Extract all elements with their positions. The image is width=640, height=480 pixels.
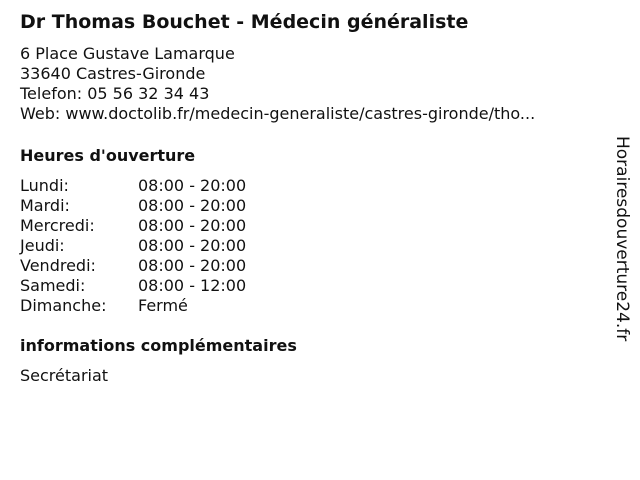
hours-value: 08:00 - 20:00 bbox=[138, 216, 247, 235]
hours-row-saturday bbox=[20, 276, 246, 296]
hours-value: 08:00 - 20:00 bbox=[138, 176, 247, 195]
brand-watermark: Horairesdouverture24.fr bbox=[612, 136, 632, 342]
hours-value: 08:00 - 20:00 bbox=[138, 256, 247, 275]
day-label: Lundi: bbox=[20, 176, 69, 195]
hours-value: 08:00 - 20:00 bbox=[138, 236, 247, 255]
extra-info-value: Secrétariat bbox=[20, 366, 109, 385]
extra-info-title: informations complémentaires bbox=[20, 336, 297, 355]
hours-value: 08:00 - 12:00 bbox=[138, 276, 247, 295]
day-label: Vendredi: bbox=[20, 256, 96, 275]
address-street: 6 Place Gustave Lamarque bbox=[20, 44, 235, 63]
day-label: Mardi: bbox=[20, 196, 70, 215]
hours-row-wednesday bbox=[20, 216, 246, 236]
hours-row-tuesday bbox=[20, 196, 246, 216]
hours-row-sunday bbox=[20, 296, 246, 316]
opening-hours-title: Heures d'ouverture bbox=[20, 146, 196, 165]
page-title: Dr Thomas Bouchet - Médecin généraliste bbox=[20, 11, 469, 33]
opening-hours-table bbox=[20, 176, 246, 316]
business-card bbox=[20, 10, 600, 386]
hours-row-thursday bbox=[20, 236, 246, 256]
day-label: Jeudi: bbox=[20, 236, 65, 255]
day-label: Mercredi: bbox=[20, 216, 95, 235]
hours-row-monday bbox=[20, 176, 246, 196]
hours-value: 08:00 - 20:00 bbox=[138, 196, 247, 215]
web-line: Web: www.doctolib.fr/medecin-generaliste/castres-gironde/tho... bbox=[20, 104, 536, 123]
phone-line: Telefon: 05 56 32 34 43 bbox=[20, 84, 210, 103]
day-label: Dimanche: bbox=[20, 296, 107, 315]
hours-row-friday bbox=[20, 256, 246, 276]
day-label: Samedi: bbox=[20, 276, 86, 295]
hours-value: Fermé bbox=[138, 296, 188, 315]
address-city: 33640 Castres-Gironde bbox=[20, 64, 206, 83]
